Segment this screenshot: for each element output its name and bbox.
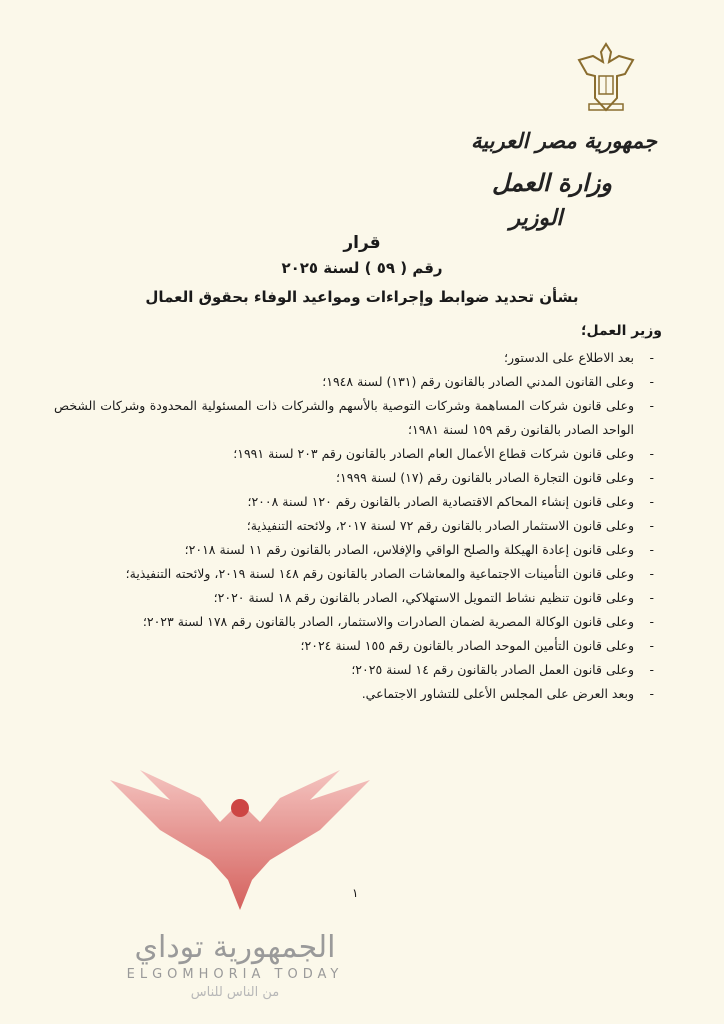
list-item: - وعلى قانون تنظيم نشاط التمويل الاستهلاكي، الصادر بالقانون رقم ١٨ لسنة ٢٠٢٠؛ [54,586,654,610]
decree-subject: بشأن تحديد ضوابط وإجراءات ومواعيد الوفاء بحقوق العمال [145,288,579,306]
list-item: - وعلى القانون المدني الصادر بالقانون رقم (١٣١) لسنة ١٩٤٨؛ [54,370,654,394]
eagle-watermark-icon [100,760,380,930]
list-item: - بعد الاطلاع على الدستور؛ [54,346,654,370]
list-item: - وعلى قانون التأمين الموحد الصادر بالقانون رقم ١٥٥ لسنة ٢٠٢٤؛ [54,634,654,658]
decree-number: رقم ( ٥٩ ) لسنة ٢٠٢٥ [281,259,443,277]
list-item: - وعلى قانون العمل الصادر بالقانون رقم ١٤ لسنة ٢٠٢٥؛ [54,658,654,682]
watermark-tagline: من الناس للناس [190,985,280,1000]
list-item: - وعلى قانون إعادة الهيكلة والصلح الواقي والإفلاس، الصادر بالقانون رقم ١١ لسنة ٢٠١٨؛ [54,538,654,562]
ministry-name: وزارة العمل [492,168,612,197]
preamble-list [54,346,654,706]
office-name: الوزير [509,205,563,231]
minister-label: وزير العمل؛ [580,323,662,339]
list-item: - وعلى قانون شركات المساهمة وشركات التوصية بالأسهم والشركات ذات المسئولية المحدودة وشركات الشخص الواحد الصادر بالقانون رقم ١٥٩ لسنة ١٩٨١؛ [54,394,654,442]
list-item: - وعلى قانون شركات قطاع الأعمال العام الصادر بالقانون رقم ٢٠٣ لسنة ١٩٩١؛ [54,442,654,466]
list-item: - وعلى قانون الاستثمار الصادر بالقانون رقم ٧٢ لسنة ٢٠١٧، ولائحته التنفيذية؛ [54,514,654,538]
list-item: - وعلى قانون التجارة الصادر بالقانون رقم (١٧) لسنة ١٩٩٩؛ [54,466,654,490]
decree-title: قرار [343,233,381,253]
watermark-latin: ELGOMHORIA TODAY [126,967,344,982]
list-item: - وعلى قانون التأمينات الاجتماعية والمعاشات الصادر بالقانون رقم ١٤٨ لسنة ٢٠١٩، ولائحته التنفيذية؛ [54,562,654,586]
list-item: - وبعد العرض على المجلس الأعلى للتشاور الاجتماعي. [54,682,654,706]
list-item: - وعلى قانون الوكالة المصرية لضمان الصادرات والاستثمار، الصادر بالقانون رقم ١٧٨ لسنة ٢٠٢٣؛ [54,610,654,634]
watermark-arabic: الجمهورية توداي [134,930,336,965]
list-item: - وعلى قانون إنشاء المحاكم الاقتصادية الصادر بالقانون رقم ١٢٠ لسنة ٢٠٠٨؛ [54,490,654,514]
republic-name: جمهورية مصر العربية [471,128,657,153]
page-number: ١ [352,886,359,900]
eagle-emblem-icon [575,40,637,115]
